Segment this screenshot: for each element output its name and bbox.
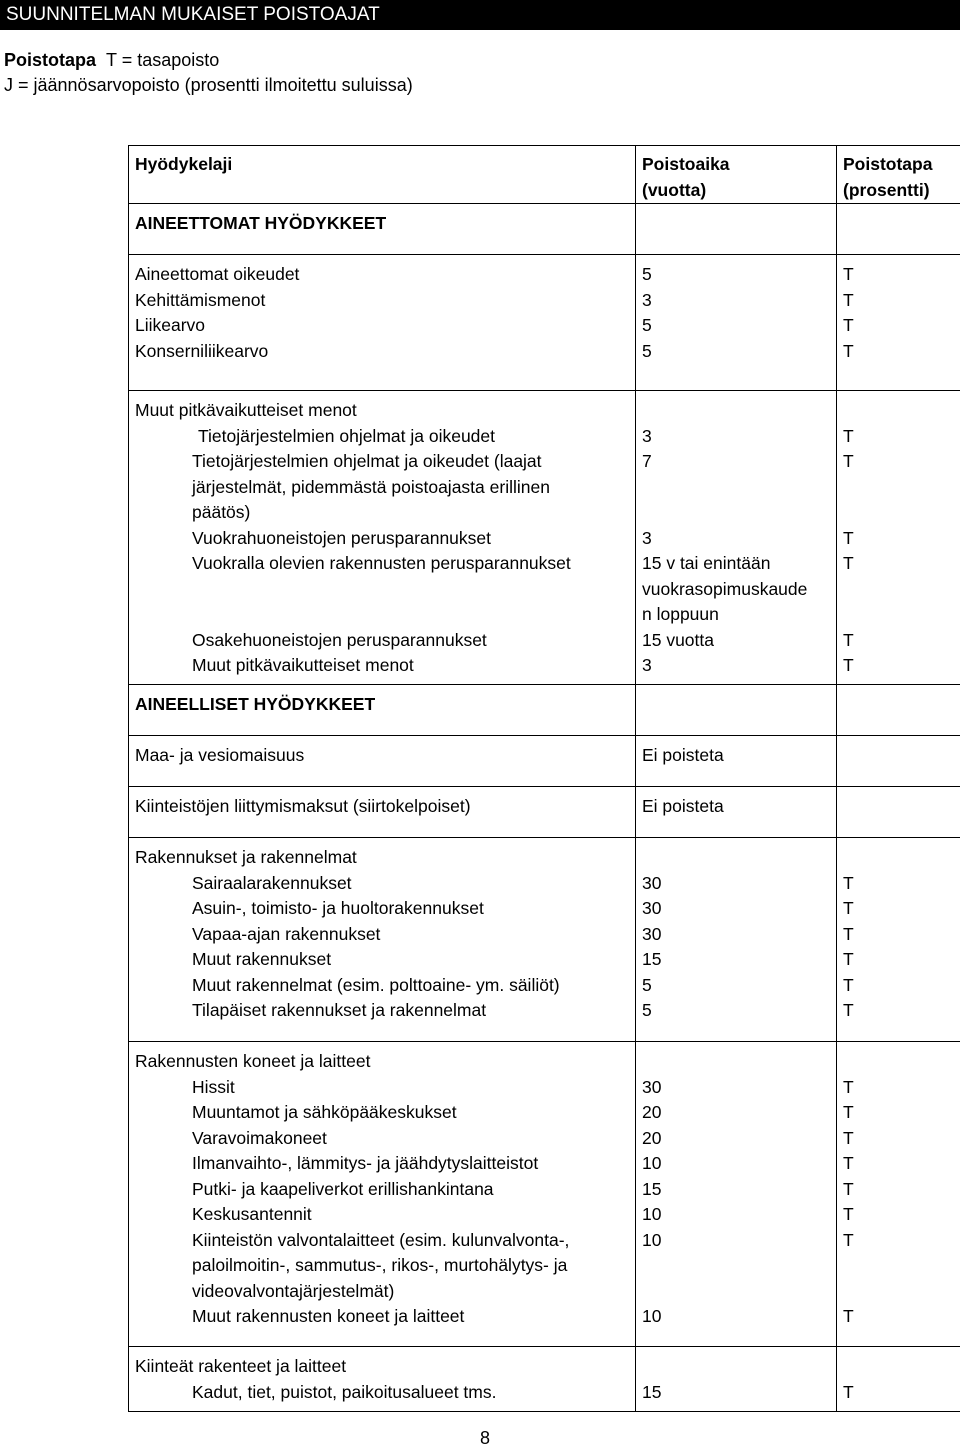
list-item: Kadut, tiet, puistot, paikoitusalueet tms. [192, 1381, 497, 1402]
long-term-expenses-names [129, 391, 636, 685]
fixed-structures-names [129, 1347, 636, 1412]
legend-line-1: T = tasapoisto [106, 50, 220, 70]
list-item: Tietojärjestelmien ohjelmat ja oikeudet [198, 425, 496, 446]
long-term-expenses-methods: T T T T T T [837, 391, 960, 685]
group-title: Kiinteät rakenteet ja laitteet [135, 1356, 347, 1376]
machines-times: 30 20 20 10 15 10 10 10 [636, 1042, 837, 1347]
header-depreciation-method: Poistotapa (prosentti) [837, 146, 960, 204]
list-item: Konserniliikearvo [135, 340, 269, 361]
list-item: Vapaa-ajan rakennukset [192, 923, 381, 944]
intangible-names [129, 255, 636, 391]
list-item: Liikearvo [135, 315, 206, 335]
list-item: Hissit [192, 1076, 235, 1097]
page-number: 8 [480, 1428, 491, 1448]
fees-time: Ei poisteta [636, 787, 837, 838]
group-title: Rakennusten koneet ja laitteet [135, 1051, 371, 1071]
list-item: Asuin-, toimisto- ja huoltorakennukset [192, 898, 484, 918]
buildings-times: 30 30 30 15 5 5 [636, 838, 837, 1042]
list-item: Kehittämismenot [135, 289, 266, 310]
header-asset-type: Hyödykelaji [129, 146, 636, 204]
list-item: Tilapäiset rakennukset ja rakennelmat [192, 1000, 487, 1020]
table-row [129, 787, 960, 838]
buildings-names [129, 838, 636, 1042]
section-title-tangible: AINEELLISET HYÖDYKKEET [129, 685, 636, 736]
legend-term: Poistotapa [4, 50, 97, 70]
land-time: Ei poisteta [636, 736, 837, 787]
list-item: Varavoimakoneet [192, 1127, 327, 1148]
list-item: Muut rakennusten koneet ja laitteet [192, 1306, 465, 1326]
section-row [129, 204, 960, 255]
list-item: Muut rakennukset [192, 949, 332, 969]
section-title-intangible: AINEETTOMAT HYÖDYKKEET [129, 204, 636, 255]
group-row [129, 1042, 960, 1347]
header-depreciation-time: Poistoaika (vuotta) [636, 146, 837, 204]
list-item: Muuntamot ja sähköpääkeskukset [192, 1102, 457, 1122]
list-item: Keskusantennit [192, 1204, 312, 1224]
page-header: SUUNNITELMAN MUKAISET POISTOAJAT [0, 0, 960, 30]
list-item: Muut pitkävaikutteiset menot [192, 655, 414, 675]
list-item-spacer [135, 577, 629, 628]
fixed-structures-times: 15 [636, 1347, 837, 1412]
list-item: Osakehuoneistojen perusparannukset [192, 629, 487, 650]
legend [4, 48, 413, 98]
list-item: Muut rakennelmat (esim. polttoaine- ym. säiliöt) [192, 974, 560, 995]
table-header-row [129, 146, 960, 204]
long-term-expenses-times: 3 7 3 15 v tai enintään vuokrasopimuskaude n loppuun 15 vuotta 3 [636, 391, 837, 685]
depreciation-table [128, 145, 960, 1412]
list-item: Sairaalarakennukset [192, 872, 352, 893]
list-item: Aineettomat oikeudet [135, 264, 300, 284]
list-item: Vuokralla olevien rakennusten perusparannukset [192, 553, 571, 573]
land-name: Maa- ja vesiomaisuus [129, 736, 636, 787]
list-item: Kiinteistön valvontalaitteet (esim. kulunvalvonta-, paloilmoitin-, sammutus-, rikos-, murtohälytys- ja videovalvontajärjestelmät) [192, 1229, 570, 1301]
intangible-methods: T T T T [837, 255, 960, 391]
group-row [129, 391, 960, 685]
group-title: Rakennukset ja rakennelmat [135, 847, 357, 867]
machines-methods: T T T T T T T T [837, 1042, 960, 1347]
buildings-methods: T T T T T T [837, 838, 960, 1042]
group-row [129, 255, 960, 391]
group-title: Muut pitkävaikutteiset menot [135, 400, 357, 420]
table-row [129, 736, 960, 787]
list-item: Putki- ja kaapeliverkot erillishankintana [192, 1178, 494, 1199]
list-item: Tietojärjestelmien ohjelmat ja oikeudet (laajat järjestelmät, pidemmästä poistoajasta erillinen päätös) [192, 451, 550, 522]
machines-names [129, 1042, 636, 1347]
group-row [129, 1347, 960, 1412]
legend-line-2: J = jäännösarvopoisto (prosentti ilmoitettu suluissa) [4, 75, 413, 95]
list-item: Ilmanvaihto-, lämmitys- ja jäähdytyslaitteistot [192, 1153, 539, 1173]
list-item: Vuokrahuoneistojen perusparannukset [192, 527, 492, 548]
intangible-times: 5 3 5 5 [636, 255, 837, 391]
section-row [129, 685, 960, 736]
fees-name: Kiinteistöjen liittymismaksut (siirtokelpoiset) [129, 787, 636, 838]
group-row [129, 838, 960, 1042]
fixed-structures-methods: T [837, 1347, 960, 1412]
